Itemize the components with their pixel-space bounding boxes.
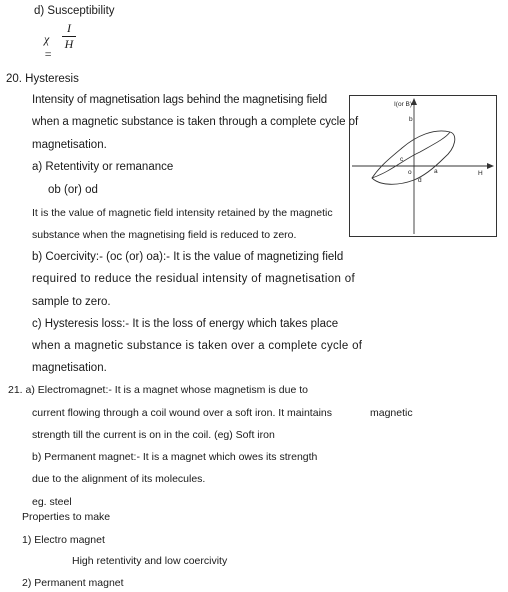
hysteresis-loop-svg <box>350 96 496 236</box>
x-axis-arrow <box>487 163 494 169</box>
hysteresis-heading: 20. Hysteresis <box>6 73 79 85</box>
retentivity-desc-1: It is the value of magnetic field intensity retained by the magnetic <box>32 207 333 219</box>
retentivity-desc-2: substance when the magnetising field is reduced to zero. <box>32 229 297 241</box>
formula-lhs: χ = <box>44 32 53 61</box>
properties-item-permanent-magnet: 2) Permanent magnet <box>22 577 124 589</box>
point-c-label: c <box>400 156 404 163</box>
hysteresis-loss-line-3: magnetisation. <box>32 362 107 374</box>
retentivity-value: ob (or) od <box>48 184 98 196</box>
point-o-label: o <box>408 169 412 176</box>
formula-numerator: I <box>67 21 71 35</box>
properties-heading: Properties to make <box>22 511 111 523</box>
electromagnet-magnetic-word: magnetic <box>370 407 413 419</box>
formula-denominator: H <box>64 37 74 51</box>
example-steel: eg. steel <box>32 496 72 508</box>
point-b-label: b <box>409 116 413 123</box>
hysteresis-loss-line-1: c) Hysteresis loss:- It is the loss of energy which takes place <box>32 318 339 330</box>
point-a-label: a <box>434 168 438 175</box>
electro-magnet-detail: High retentivity and low coercivity <box>72 555 228 567</box>
hysteresis-loss-line-2: when a magnetic substance is taken over a complete cycle of <box>32 340 363 352</box>
electromagnet-line-1: 21. a) Electromagnet:- It is a magnet whose magnetism is due to <box>8 384 308 396</box>
electromagnet-line-3: strength till the current is on in the coil. (eg) Soft iron <box>32 429 275 441</box>
properties-item-electro-magnet: 1) Electro magnet <box>22 534 105 546</box>
hysteresis-loop-diagram <box>349 95 497 237</box>
hysteresis-line-1: Intensity of magnetisation lags behind the magnetising field <box>32 94 328 106</box>
permanent-magnet-line-1: b) Permanent magnet:- It is a magnet which owes its strength <box>32 451 318 463</box>
x-axis-label: H <box>478 170 483 177</box>
hysteresis-line-2: when a magnetic substance is taken through a complete cycle of <box>32 116 359 128</box>
formula-fraction <box>62 22 76 51</box>
electromagnet-line-2: current flowing through a coil wound over a soft iron. It maintains <box>32 407 332 419</box>
coercivity-line-1: b) Coercivity:- (oc (or) oa):- It is the value of magnetizing field <box>32 251 344 263</box>
point-d-label: d <box>418 177 422 184</box>
susceptibility-heading: d) Susceptibility <box>34 5 115 17</box>
retentivity-label: a) Retentivity or remanance <box>32 161 174 173</box>
coercivity-line-3: sample to zero. <box>32 296 111 308</box>
coercivity-line-2: required to reduce the residual intensity of magnetisation of <box>32 273 356 285</box>
permanent-magnet-line-2: due to the alignment of its molecules. <box>32 473 206 485</box>
y-axis-label: I(or B) <box>394 101 413 108</box>
hysteresis-line-3: magnetisation. <box>32 139 107 151</box>
